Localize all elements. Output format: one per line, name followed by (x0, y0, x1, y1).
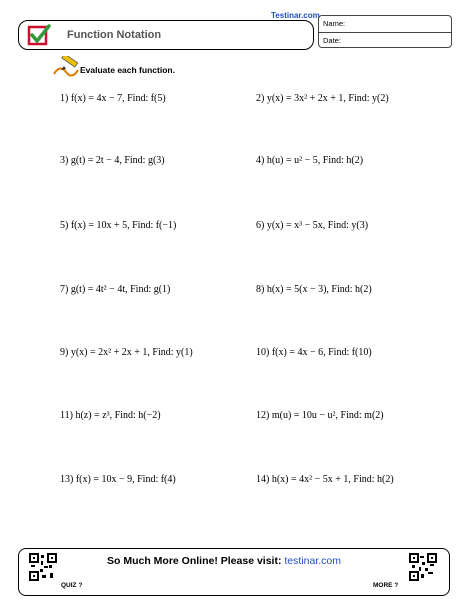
problem-item: 10) f(x) = 4x − 6, Find: f(10) (256, 347, 372, 358)
problem-item: 9) y(x) = 2x² + 2x + 1, Find: y(1) (60, 347, 193, 358)
quiz-label: QUIZ ? (61, 582, 83, 589)
problem-item: 5) f(x) = 10x + 5, Find: f(−1) (60, 220, 177, 231)
name-date-box (318, 15, 452, 48)
problem-item: 1) f(x) = 4x − 7, Find: f(5) (60, 93, 166, 104)
footer-link[interactable]: testinar.com (284, 555, 341, 567)
site-link-top[interactable]: Testinar.com (271, 11, 320, 20)
problem-item: 7) g(t) = 4t² − 4t, Find: g(1) (60, 284, 171, 295)
name-label: Name: (323, 19, 346, 28)
worksheet-header (18, 20, 314, 50)
problem-item: 13) f(x) = 10x − 9, Find: f(4) (60, 474, 176, 485)
pencil-writing-icon (52, 56, 82, 78)
footer-text (107, 555, 341, 567)
problem-item: 6) y(x) = x³ − 5x, Find: y(3) (256, 220, 369, 231)
more-label: MORE ? (373, 582, 399, 589)
qr-code-more-icon[interactable] (409, 553, 437, 581)
problem-item: 4) h(u) = u² − 5, Find: h(2) (256, 155, 364, 166)
date-label: Date: (323, 36, 341, 45)
problem-item: 8) h(x) = 5(x − 3), Find: h(2) (256, 284, 372, 295)
checkmark-logo-icon (27, 23, 51, 47)
problem-item: 11) h(z) = z³, Find: h(−2) (60, 410, 161, 421)
qr-code-quiz-icon[interactable] (29, 553, 57, 581)
footer-banner (18, 548, 450, 596)
divider (319, 32, 451, 33)
problem-item: 3) g(t) = 2t − 4, Find: g(3) (60, 155, 165, 166)
problem-item: 14) h(x) = 4x² − 5x + 1, Find: h(2) (256, 474, 394, 485)
page-title: Function Notation (67, 29, 162, 41)
instructions-text: Evaluate each function. (80, 65, 175, 75)
instructions (52, 56, 352, 80)
problem-item: 12) m(u) = 10u − u², Find: m(2) (256, 410, 384, 421)
footer-main-text: So Much More Online! Please visit: (107, 555, 282, 567)
problem-item: 2) y(x) = 3x² + 2x + 1, Find: y(2) (256, 93, 389, 104)
